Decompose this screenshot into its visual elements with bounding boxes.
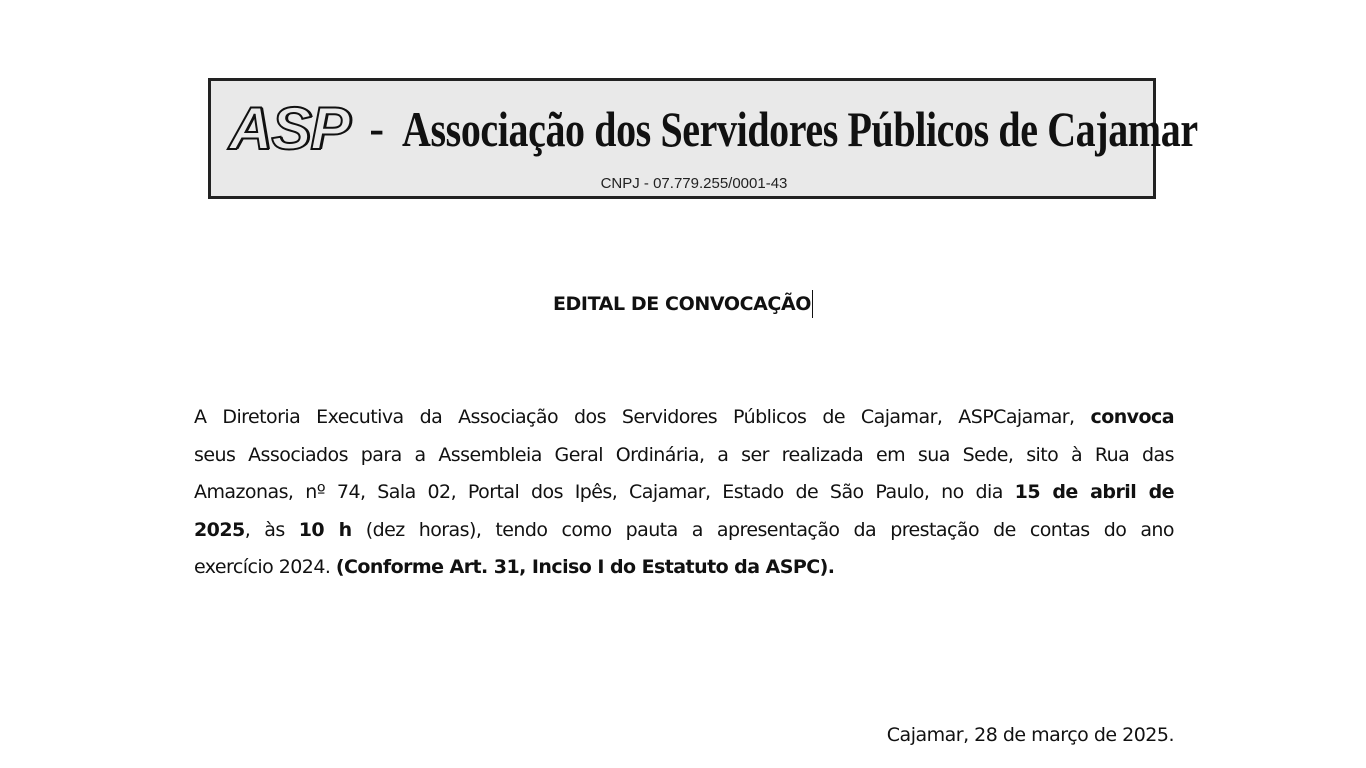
text-run: , às [244,518,299,541]
place-and-date[interactable]: Cajamar, 28 de março de 2025. [886,724,1174,746]
paragraph-line [194,474,1174,512]
document-title-container[interactable] [0,290,1366,318]
bold-text-run: convoca [1090,406,1174,428]
asp-logo: ASP [229,95,350,162]
letterhead-row [229,95,1198,162]
text-run: (dez horas), tendo como pauta a apresentação da prestação de contas do ano [351,518,1174,541]
bold-text-run: 10 h [298,518,352,541]
bold-text-run: 2025 [194,518,245,541]
paragraph-line [194,512,1174,550]
document-title[interactable]: EDITAL DE CONVOCAÇÃO [553,290,813,318]
bold-text-run: (Conforme Art. 31, Inciso I do Estatuto da ASPC). [335,556,835,579]
paragraph-line [194,549,1174,587]
text-run: seus Associados para a Assembleia Geral Ordinária, a ser realizada em sua Sede, sito à Rua das [194,443,1174,466]
letterhead-separator: - [369,104,385,153]
paragraph-line [194,437,1174,475]
cnpj-number: CNPJ - 07.779.255/0001-43 [600,175,788,192]
letterhead-banner [208,78,1198,199]
convocation-paragraph[interactable] [194,399,1174,587]
text-run: A Diretoria Executiva da Associação dos Servidores Públicos de Cajamar, ASPCajamar, [194,406,1091,428]
bold-text-run: 15 de abril de [1014,481,1174,504]
text-run: Amazonas, nº 74, Sala 02, Portal dos Ipês, Cajamar, Estado de São Paulo, no dia [194,481,1015,504]
organization-name: Associação dos Servidores Públicos de Cajamar [402,101,1198,157]
paragraph-line [194,399,1174,437]
text-run: exercício 2024. [194,556,336,579]
